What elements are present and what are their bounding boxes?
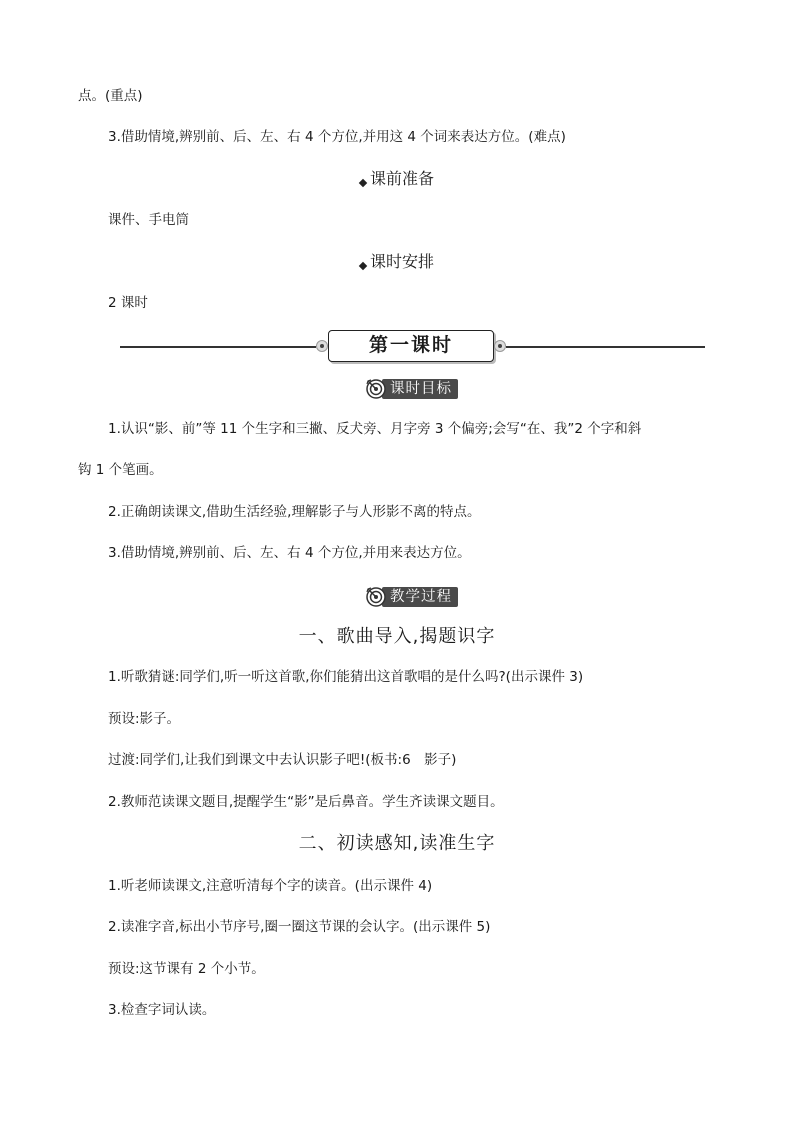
section-2-heading: 二、初读感知,读准生字: [298, 833, 496, 854]
section-2-line: 1.听老师读课文,注意听清每个字的读音。(出示课件 4): [108, 878, 433, 894]
divider-dot-icon: [494, 340, 506, 352]
prep-text: 课件、手电筒: [108, 212, 189, 228]
diamond-bullet-icon: [359, 262, 367, 270]
objective-continuation: 点。(重点): [78, 88, 143, 104]
diamond-bullet-icon: [359, 179, 367, 187]
goals-badge: [366, 379, 458, 399]
goal-1: 1.认识“影、前”等 11 个生字和三撇、反犬旁、月字旁 3 个偏旁;会写“在、我”2 个字和斜: [108, 421, 642, 437]
divider-rule-right: [506, 346, 705, 348]
section-2-line: 预设:这节课有 2 个小节。: [108, 961, 265, 977]
section-1-line: 过渡:同学们,让我们到课文中去认识影子吧!(板书:6 影子): [108, 752, 457, 768]
goal-1-continuation: 钩 1 个笔画。: [78, 462, 163, 478]
section-2-line: 2.读准字音,标出小节序号,圈一圈这节课的会认字。(出示课件 5): [108, 919, 491, 935]
divider-rule-left: [120, 346, 316, 348]
schedule-heading: 课时安排: [0, 251, 794, 273]
objective-3: 3.借助情境,辨别前、后、左、右 4 个方位,并用这 4 个词来表达方位。(难点): [108, 129, 566, 145]
section-1-line: 2.教师范读课文题目,提醒学生“影”是后鼻音。学生齐读课文题目。: [108, 794, 504, 810]
lesson-divider: [120, 330, 705, 364]
lesson-title: 第一课时: [328, 330, 494, 362]
section-1-line: 1.听歌猜谜:同学们,听一听这首歌,你们能猜出这首歌唱的是什么吗?(出示课件 3): [108, 669, 584, 685]
goals-badge-label: 课时目标: [382, 379, 458, 399]
schedule-text: 2 课时: [108, 295, 148, 311]
section-2-line: 3.检查字词认读。: [108, 1002, 216, 1018]
section-1-heading: 一、歌曲导入,揭题识字: [298, 626, 496, 647]
process-badge: [366, 587, 458, 607]
prep-heading: 课前准备: [0, 168, 794, 190]
target-icon: [366, 587, 386, 607]
process-badge-label: 教学过程: [382, 587, 458, 607]
goal-2: 2.正确朗读课文,借助生活经验,理解影子与人形影不离的特点。: [108, 504, 481, 520]
target-icon: [366, 379, 386, 399]
goal-3: 3.借助情境,辨别前、后、左、右 4 个方位,并用来表达方位。: [108, 545, 471, 561]
divider-dot-icon: [316, 340, 328, 352]
section-1-line: 预设:影子。: [108, 711, 181, 727]
